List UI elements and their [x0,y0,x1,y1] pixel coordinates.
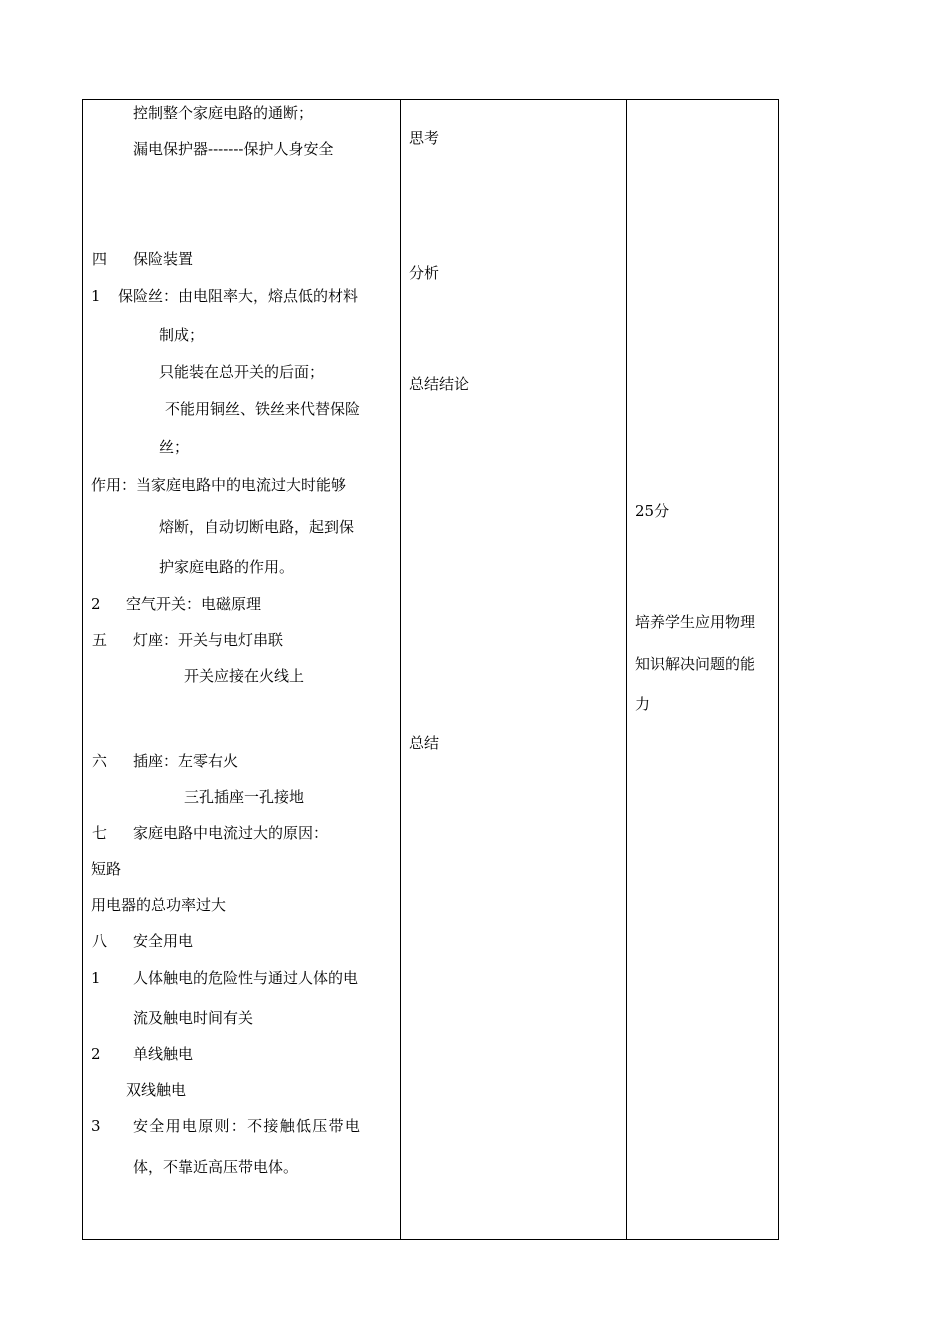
activity-label: 思考 [409,129,440,147]
content-line: 人体触电的危险性与通过人体的电 [133,969,359,987]
section-title: 灯座：开关与电灯串联 [133,631,284,649]
content-line: 单线触电 [133,1045,194,1063]
content-line: 体，不靠近高压带电体。 [133,1158,299,1176]
content-line: 护家庭电路的作用。 [159,558,295,576]
section-number: 八 [92,932,108,950]
section-number: 七 [92,824,108,842]
activity-label: 总结结论 [409,375,470,393]
section-number: 六 [92,752,108,770]
section-number: 五 [92,631,108,649]
item-number: 1 [91,287,101,305]
content-line: 双线触电 [126,1081,187,1099]
item-number: 3 [91,1117,101,1135]
goal-line: 知识解决问题的能 [635,655,756,673]
content-line: 开关应接在火线上 [184,667,305,685]
content-line: 只能装在总开关的后面； [159,363,325,381]
column-divider [400,100,401,1239]
goal-line: 培养学生应用物理 [635,613,756,631]
content-line: 空气开关：电磁原理 [126,595,262,613]
content-line: 不能用铜丝、铁丝来代替保险 [165,400,361,418]
content-line: 流及触电时间有关 [133,1009,254,1027]
goal-line: 力 [635,695,651,713]
content-line: 三孔插座一孔接地 [184,788,305,806]
column-divider [626,100,627,1239]
activity-label: 总结 [409,734,440,752]
section-title: 保险装置 [133,250,194,268]
content-line: 安全用电原则：不接触低压带电 [133,1117,362,1135]
content-line: 熔断，自动切断电路，起到保 [159,518,355,536]
item-number: 2 [91,1045,101,1063]
content-line: 作用：当家庭电路中的电流过大时能够 [91,476,347,494]
content-line: 用电器的总功率过大 [91,896,227,914]
section-title: 插座：左零右火 [133,752,239,770]
section-number: 四 [92,250,108,268]
activity-label: 分析 [409,264,440,282]
item-number: 2 [91,595,101,613]
content-line: 漏电保护器-------保护人身安全 [133,140,334,158]
content-line: 短路 [91,860,122,878]
section-title: 家庭电路中电流过大的原因： [133,824,329,842]
content-line: 制成； [159,326,205,344]
content-line: 丝； [159,438,190,456]
section-title: 安全用电 [133,932,194,950]
item-number: 1 [91,969,101,987]
time-allocation: 25分 [635,502,670,520]
content-line: 保险丝：由电阻率大，熔点低的材料 [118,287,359,305]
content-line: 控制整个家庭电路的通断； [133,104,314,122]
